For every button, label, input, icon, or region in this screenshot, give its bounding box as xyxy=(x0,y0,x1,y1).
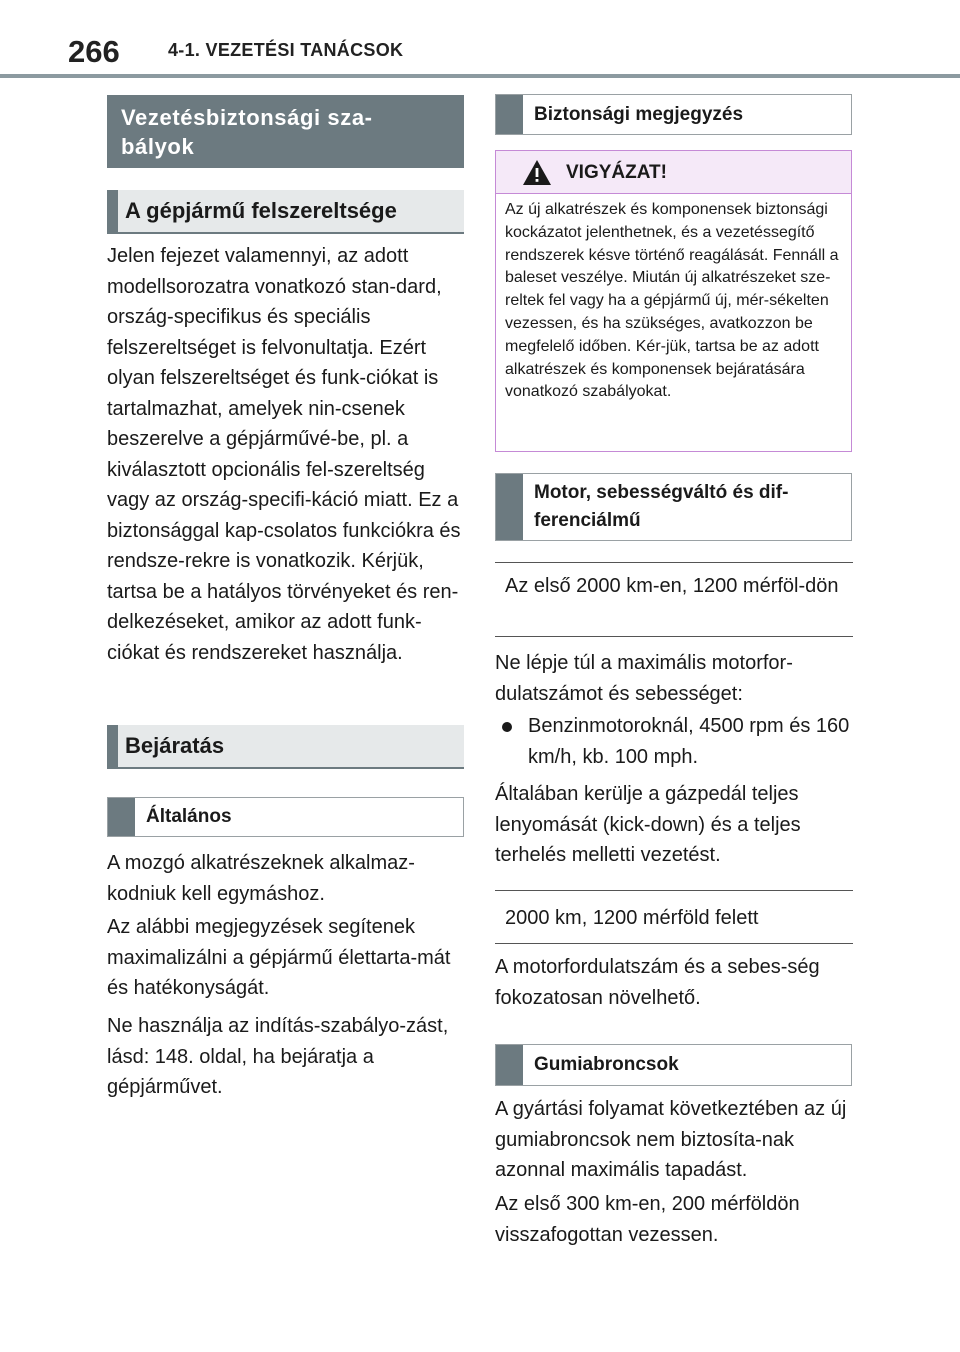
chapter-title: 4-1. VEZETÉSI TANÁCSOK xyxy=(168,40,404,60)
warning-title: VIGYÁZAT! xyxy=(566,162,667,183)
paragraph-limits: Ne lépje túl a maximális motorfor-dulatszámot és sebességet: xyxy=(495,652,793,705)
paragraph-avoid: Általában kerülje a gázpedál teljes lenyomását (kick-down) és a teljes terhelés melletti vezetést. xyxy=(495,783,801,866)
box-marker xyxy=(496,1045,523,1085)
box-title: Motor, sebességváltó és dif-ferenciálmű xyxy=(534,482,789,531)
paragraph-tyres: A gyártási folyamat következtében az új gumiabroncsok nem biztosíta-nak azonnal maximális tapadást. xyxy=(495,1098,847,1181)
paragraph-increase: A motorfordulatszám és a sebes-ség fokozatosan növelhető. xyxy=(495,956,820,1009)
subsection-header-breakin xyxy=(107,725,464,769)
section-title xyxy=(107,95,464,168)
paragraph-moving-parts: A mozgó alkatrészeknek alkalmaz-kodniuk kell egymáshoz. xyxy=(107,852,415,905)
box-header-engine xyxy=(495,473,852,541)
warning-text: Az új alkatrészek és komponensek biztonsági kockázatot jelenthetnek, és a vezetéssegítő rendszerek késve történő reagálását. Fennáll a baleset veszélye. Miután új alkatrészeket sze-reltek fel vagy ha a gépjármű új, mér-sékelten vezessen, és ha szükséges, avatkozzon be megfelelő időben. Kér-jük, tartsa be az adott alkatrészek és komponensek bejáratására vonatkozó szabályokat. xyxy=(505,201,839,401)
subsection-marker xyxy=(107,190,118,232)
box-title: Gumiabroncsok xyxy=(534,1054,679,1075)
section-title-text: Vezetésbiztonsági sza- bályok xyxy=(121,105,373,159)
bullet-item xyxy=(502,711,862,773)
ruled-heading-after-2000 xyxy=(495,890,853,944)
bullet-text: Benzinmotoroknál, 4500 rpm és 160 km/h, kb. 100 mph. xyxy=(528,715,850,768)
ruled-heading-first-2000 xyxy=(495,562,853,637)
paragraph-first-300: Az első 300 km-en, 200 mérföldön visszafogottan vezessen. xyxy=(495,1193,800,1246)
box-header-tyres xyxy=(495,1044,852,1086)
subsection-title: A gépjármű felszereltsége xyxy=(125,198,397,223)
box-header-safety xyxy=(495,94,852,135)
box-marker xyxy=(496,474,523,540)
bullet-dot xyxy=(502,722,512,732)
box-marker xyxy=(496,95,523,134)
ruled-heading-text: 2000 km, 1200 mérföld felett xyxy=(505,907,759,929)
page-number: 266 xyxy=(68,34,120,69)
subsection-marker xyxy=(107,725,118,767)
warning-box xyxy=(495,150,852,452)
intro-paragraph: Jelen fejezet valamennyi, az adott modellsorozatra vonatkozó stan-dard, ország-specifikus és speciális felszereltséget is felvonultatja. Ezért olyan felszereltséget és funk-ciókat is tartalmazhat, amelyek nin-csenek beszerelve a gépjárművé-be, pl. a kiválasztott opcionális fel-szereltség vagy az ország-specifi-káció miatt. Ez a biztonsággal kap-csolatos funkciókra és rendsze-rekre is vonatkozik. Kérjük, tartsa be a hatályos törvényeket és ren-delkezéseket, amikor az adott funk-ciókat és rendszereket használja. xyxy=(107,245,461,664)
warning-header xyxy=(496,151,851,194)
ruled-heading-text: Az első 2000 km-en, 1200 mérföl-dön xyxy=(505,575,839,597)
paragraph-notes: Az alábbi megjegyzések segítenek maximalizálni a gépjármű élettarta-mát és hatékonyságát. xyxy=(107,916,451,999)
box-title: Biztonsági megjegyzés xyxy=(534,103,744,125)
box-header-general xyxy=(107,797,464,837)
paragraph-launch-control: Ne használja az indítás-szabályo-zást, lásd: 148. oldal, ha bejáratja a gépjárművet. xyxy=(107,1015,449,1098)
subsection-title: Bejáratás xyxy=(125,733,225,758)
box-title: Általános xyxy=(146,806,232,827)
subsection-header-equipment xyxy=(107,190,464,234)
warning-triangle-icon xyxy=(522,159,552,186)
box-marker xyxy=(108,798,135,836)
header-divider xyxy=(0,74,960,78)
